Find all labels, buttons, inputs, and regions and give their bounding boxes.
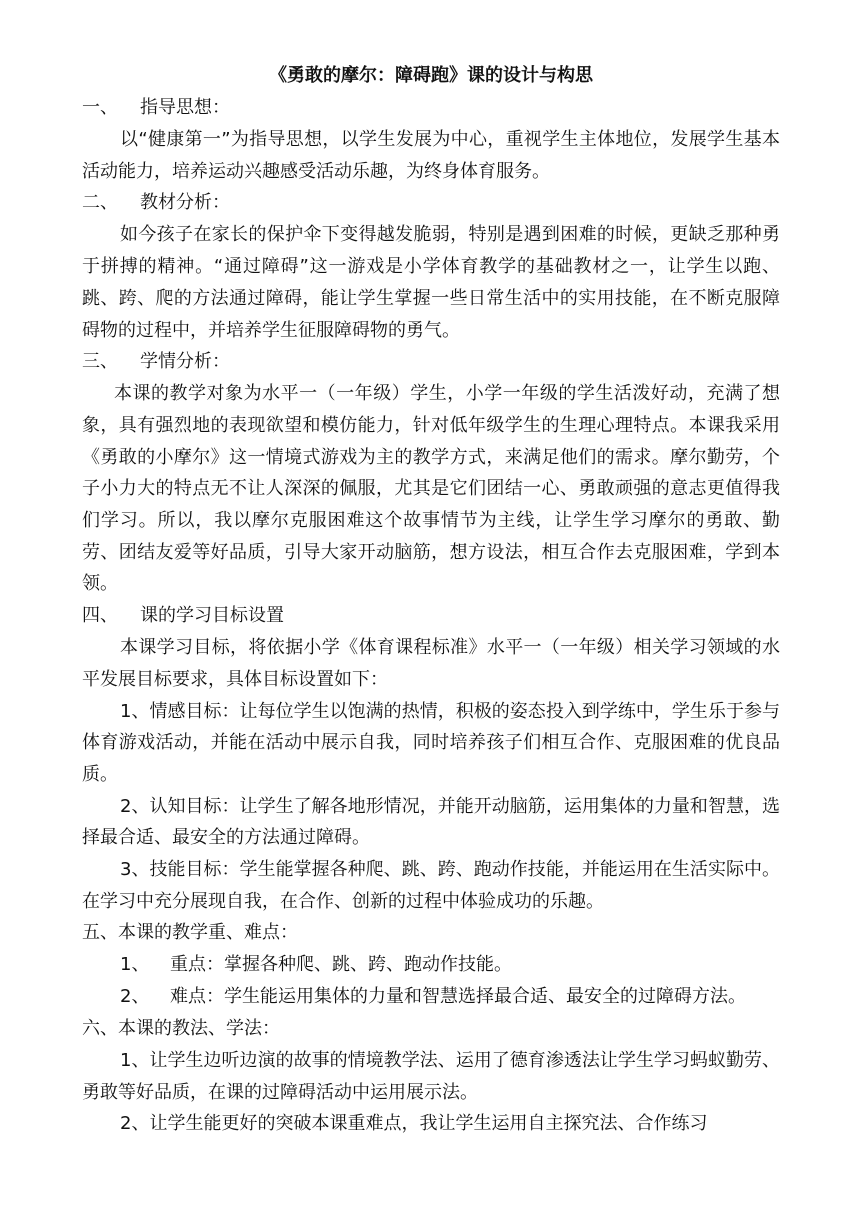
section-title: 教材分析：	[140, 192, 230, 214]
paragraph: 3、技能目标：学生能掌握各种爬、跳、跨、跑动作技能，并能运用在生活实际中。在学习中充分展现自我，在合作、创新的过程中体验成功的乐趣。	[82, 859, 780, 912]
section-title: 本课的教法、学法：	[118, 1017, 280, 1039]
paragraph: 1、情感目标：让每位学生以饱满的热情，积极的姿态投入到学练中，学生乐于参与体育游戏活动，并能在活动中展示自我，同时培养孩子们相互合作、克服困难的优良品质。	[82, 700, 780, 785]
section-number: 二、	[82, 192, 118, 214]
section-title: 本课的教学重、难点：	[118, 922, 298, 944]
paragraph: 本课的教学对象为水平一（一年级）学生，小学一年级的学生活泼好动，充满了想象，具有强烈地的表现欲望和模仿能力，针对低年级学生的生理心理特点。本课我采用《勇敢的小摩尔》这一情境式游戏为主的教学方式，来满足他们的需求。摩尔勤劳，个子小力大的特点无不让人深深的佩服，尤其是它们团结一心、勇敢顽强的意志更值得我们学习。所以，我以摩尔克服困难这个故事情节为主线，让学生学习摩尔的勇敢、勤劳、团结友爱等好品质，引导大家开动脑筋，想方设法，相互合作去克服困难，学到本领。	[82, 383, 780, 595]
list-item	[82, 981, 780, 1013]
section-heading-guiding-ideology	[82, 92, 780, 124]
section-heading-learning-objectives	[82, 600, 780, 632]
section-number: 六、	[82, 1017, 118, 1039]
section-number: 五、	[82, 922, 118, 944]
section-heading-methods	[82, 1013, 780, 1045]
section-heading-key-points	[82, 917, 780, 949]
section-heading-material-analysis	[82, 187, 780, 219]
paragraph: 2、认知目标：让学生了解各地形情况，并能开动脑筋，运用集体的力量和智慧，选择最合适、最安全的方法通过障碍。	[82, 795, 780, 849]
list-item-text: 重点：掌握各种爬、跳、跨、跑动作技能。	[170, 954, 512, 976]
section-number: 一、	[82, 97, 118, 118]
section-number: 四、	[82, 605, 118, 627]
document-title: 《勇敢的摩尔：障碍跑》课的设计与构思	[269, 65, 593, 86]
document-page	[82, 60, 780, 1140]
list-item	[82, 949, 780, 981]
paragraph: 2、让学生能更好的突破本课重难点，我让学生运用自主探究法、合作练习	[120, 1113, 708, 1135]
paragraph: 以“健康第一”为指导思想，以学生发展为中心，重视学生主体地位，发展学生基本活动能力，培养运动兴趣感受活动乐趣，为终身体育服务。	[82, 129, 780, 182]
paragraph: 本课学习目标，将依据小学《体育课程标准》水平一（一年级）相关学习领域的水平发展目标要求，具体目标设置如下：	[82, 637, 780, 690]
list-item-text: 难点：学生能运用集体的力量和智慧选择最合适、最安全的过障碍方法。	[170, 986, 746, 1008]
paragraph: 如今孩子在家长的保护伞下变得越发脆弱，特别是遇到困难的时候，更缺乏那种勇于拼搏的精神。“通过障碍”这一游戏是小学体育教学的基础教材之一，让学生以跑、跳、跨、爬的方法通过障碍，能让学生掌握一些日常生活中的实用技能，在不断克服障碍物的过程中，并培养学生征服障碍物的勇气。	[82, 224, 780, 341]
list-item-number: 1、	[120, 954, 150, 976]
paragraph: 1、让学生边听边演的故事的情境教学法、运用了德育渗透法让学生学习蚂蚁勤劳、勇敢等好品质，在课的过障碍活动中运用展示法。	[82, 1049, 780, 1103]
section-heading-student-analysis	[82, 346, 780, 378]
section-number: 三、	[82, 351, 118, 373]
section-title: 指导思想：	[140, 97, 230, 118]
section-title: 课的学习目标设置	[140, 605, 284, 627]
list-item-number: 2、	[120, 986, 150, 1008]
section-title: 学情分析：	[140, 351, 230, 373]
